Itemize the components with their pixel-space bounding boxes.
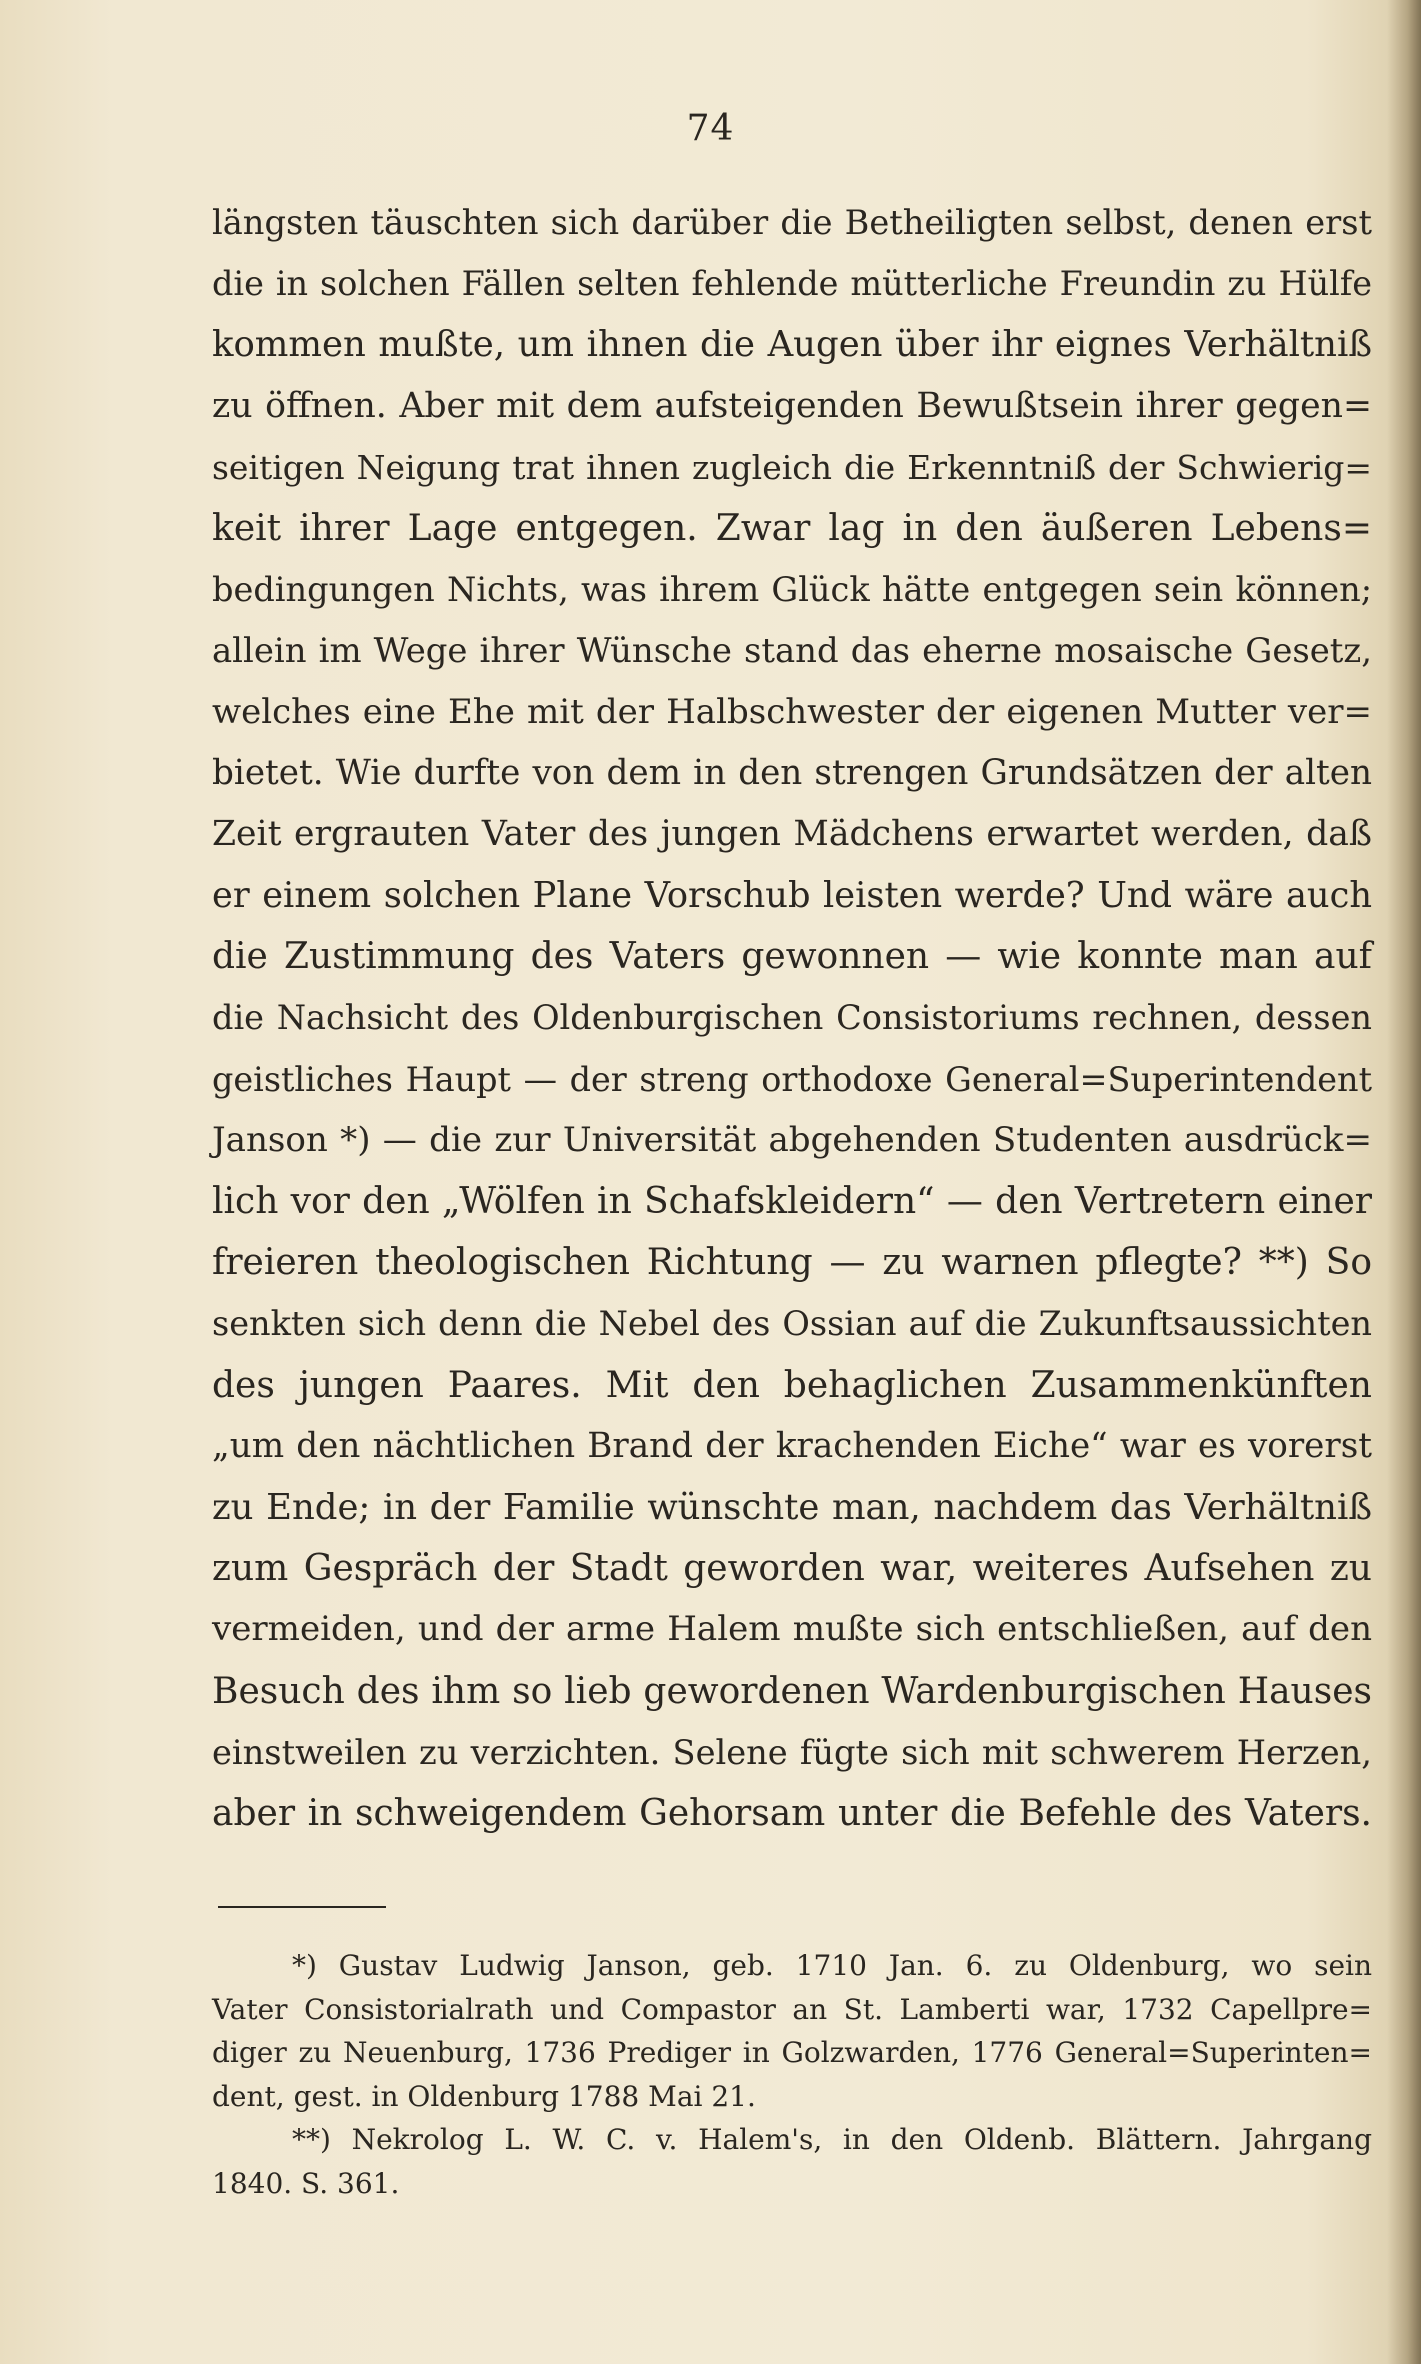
text-line: keit ihrer Lage entgegen. Zwar lag in den äußeren Lebens= bbox=[212, 507, 1372, 549]
text-line: vermeiden, und der arme Halem mußte sich entschließen, auf den bbox=[212, 1609, 1372, 1650]
page-edge-shadow bbox=[1387, 0, 1421, 2364]
text-line: welches eine Ehe mit der Halbschwester der eigenen Mutter ver= bbox=[212, 691, 1372, 732]
text-line: er einem solchen Plane Vorschub leisten werde? Und wäre auch bbox=[212, 875, 1372, 917]
text-line: lich vor den „Wölfen in Schafskleidern“ — den Vertretern einer bbox=[212, 1181, 1372, 1222]
text-line: kommen mußte, um ihnen die Augen über ihr eignes Verhältniß bbox=[212, 324, 1372, 366]
text-line: Besuch des ihm so lieb gewordenen Wardenburgischen Hauses bbox=[212, 1670, 1372, 1712]
footnote-2-line: **) Nekrolog L. W. C. v. Halem's, in den Oldenb. Blättern. Jahrgang bbox=[292, 2123, 1372, 2156]
text-line: des jungen Paares. Mit den behaglichen Zusammenkünften bbox=[212, 1364, 1372, 1406]
text-line: die in solchen Fällen selten fehlende mütterliche Freundin zu Hülfe bbox=[212, 264, 1372, 304]
text-line: die Zustimmung des Vaters gewonnen — wie konnte man auf bbox=[212, 936, 1372, 978]
text-line: bedingungen Nichts, was ihrem Glück hätte entgegen sein können; bbox=[212, 570, 1372, 610]
footnotes bbox=[212, 1944, 1372, 2205]
text-line: bietet. Wie durfte von dem in den strengen Grundsätzen der alten bbox=[212, 752, 1372, 793]
text-line: einstweilen zu verzichten. Selene fügte sich mit schwerem Herzen, bbox=[212, 1732, 1372, 1772]
text-line: „um den nächtlichen Brand der krachenden Eiche“ war es vorerst bbox=[212, 1425, 1372, 1466]
text-line: längsten täuschten sich darüber die Betheiligten selbst, denen erst bbox=[212, 203, 1372, 242]
footnote-1-line: diger zu Neuenburg, 1736 Prediger in Golzwarden, 1776 General=Superinten= bbox=[212, 2036, 1372, 2069]
text-line: die Nachsicht des Oldenburgischen Consistoriums rechnen, dessen bbox=[212, 998, 1372, 1038]
footnote-1-line: *) Gustav Ludwig Janson, geb. 1710 Jan. 6. zu Oldenburg, wo sein bbox=[292, 1949, 1372, 1982]
text-line: Janson *) — die zur Universität abgehenden Studenten ausdrück= bbox=[212, 1119, 1372, 1160]
footnote-2-line: 1840. S. 361. bbox=[212, 2166, 400, 2200]
text-line: zum Gespräch der Stadt geworden war, weiteres Aufsehen zu bbox=[212, 1548, 1372, 1590]
text-line: seitigen Neigung trat ihnen zugleich die Erkenntniß der Schwierig= bbox=[212, 447, 1372, 487]
footnote-separator bbox=[218, 1906, 386, 1908]
body-text bbox=[212, 192, 1372, 1844]
text-line: senkten sich denn die Nebel des Ossian auf die Zukunftsaussichten bbox=[212, 1304, 1372, 1344]
text-line: Zeit ergrauten Vater des jungen Mädchens erwartet werden, daß bbox=[212, 813, 1372, 854]
page-number: 74 bbox=[686, 108, 735, 149]
text-line: geistliches Haupt — der streng orthodoxe General=Superintendent bbox=[212, 1059, 1372, 1099]
text-line: allein im Wege ihrer Wünsche stand das eherne mosaische Gesetz, bbox=[212, 631, 1372, 671]
footnote-1-line: dent, gest. in Oldenburg 1788 Mai 21. bbox=[212, 2079, 756, 2113]
text-line: freieren theologischen Richtung — zu warnen pflegte? **) So bbox=[212, 1242, 1372, 1284]
text-line: aber in schweigendem Gehorsam unter die Befehle des Vaters. bbox=[212, 1792, 1372, 1834]
text-line: zu Ende; in der Familie wünschte man, nachdem das Verhältniß bbox=[212, 1486, 1372, 1528]
text-line: zu öffnen. Aber mit dem aufsteigenden Bewußtsein ihrer gegen= bbox=[212, 385, 1372, 426]
footnote-1-line: Vater Consistorialrath und Compastor an St. Lamberti war, 1732 Capellpre= bbox=[212, 1992, 1372, 2026]
